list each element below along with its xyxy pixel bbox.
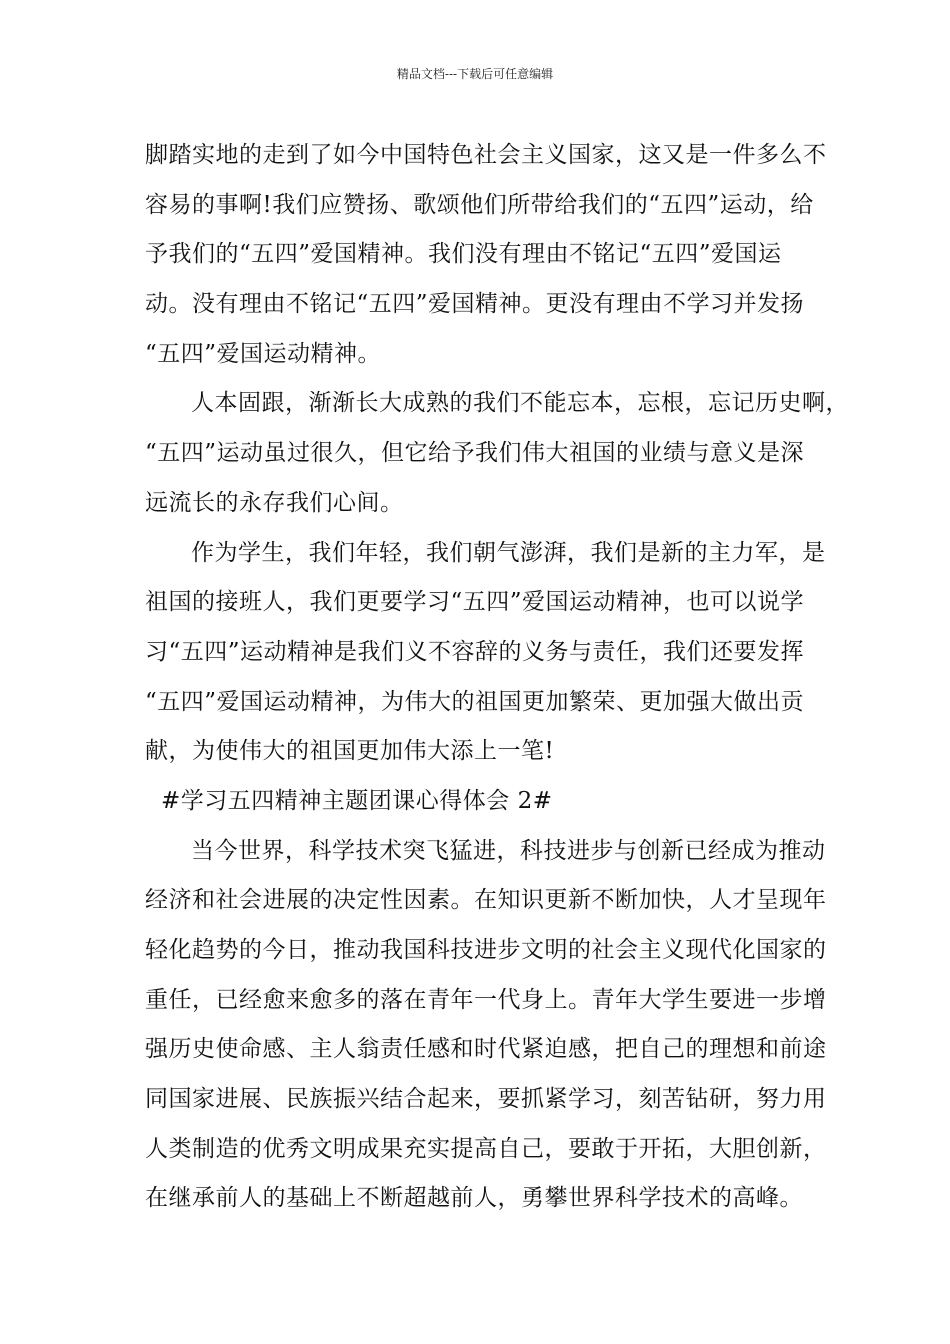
- page-header: 精品文档---下载后可任意编辑: [396, 67, 554, 81]
- text-line: “五四”爱国运动精神，为伟大的祖国更加繁荣、更加强大做出贡: [145, 688, 805, 715]
- text-line: 习“五四”运动精神是我们义不容辞的义务与责任，我们还要发挥: [145, 638, 805, 665]
- text-line: 远流长的永存我们心间。: [145, 489, 404, 516]
- text-line: “五四”爱国运动精神。: [145, 340, 382, 367]
- text-line: 强历史使命感、主人翁责任感和时代紧迫感，把自己的理想和前途: [145, 1036, 827, 1063]
- text-line: 动。没有理由不铭记“五四”爱国精神。更没有理由不学习并发扬: [145, 291, 805, 318]
- text-line: “五四”运动虽过很久，但它给予我们伟大祖国的业绩与意义是深: [145, 440, 805, 467]
- text-line: 脚踏实地的走到了如今中国特色社会主义国家，这又是一件多么不: [145, 142, 827, 168]
- text-line: 人类制造的优秀文明成果充实提高自己，要敢于开拓，大胆创新，: [145, 1135, 827, 1162]
- section-heading: #学习五四精神主题团课心得体会 2#: [161, 787, 553, 814]
- text-line: 予我们的“五四”爱国精神。我们没有理由不铭记“五四”爱国运: [145, 241, 782, 268]
- text-line: 同国家进展、民族振兴结合起来，要抓紧学习，刻苦钻研，努力用: [145, 1086, 827, 1113]
- text-line: 献，为使伟大的祖国更加伟大添上一笔!: [145, 738, 555, 765]
- text-line: 轻化趋势的今日，推动我国科技进步文明的社会主义现代化国家的: [145, 937, 827, 963]
- document-body: [145, 131, 849, 1224]
- paragraph-first-line: 当今世界，科学技术突飞猛进，科技进步与创新已经成为推动: [191, 837, 826, 864]
- text-line: 在继承前人的基础上不断超越前人，勇攀世界科学技术的高峰。: [145, 1185, 803, 1212]
- paragraph-first-line: 人本固跟，渐渐长大成熟的我们不能忘本，忘根，忘记历史啊，: [191, 390, 849, 417]
- text-line: 重任，已经愈来愈多的落在青年一代身上。青年大学生要进一步增: [145, 986, 827, 1013]
- text-line: 容易的事啊!我们应赞扬、歌颂他们所带给我们的“五四”运动，给: [145, 191, 814, 218]
- paragraph-first-line: 作为学生，我们年轻，我们朝气澎湃，我们是新的主力军，是: [191, 539, 826, 566]
- text-line: 经济和社会进展的决定性因素。在知识更新不断加快，人才呈现年: [145, 887, 827, 914]
- text-line: 祖国的接班人，我们更要学习“五四”爱国运动精神，也可以说学: [145, 589, 805, 616]
